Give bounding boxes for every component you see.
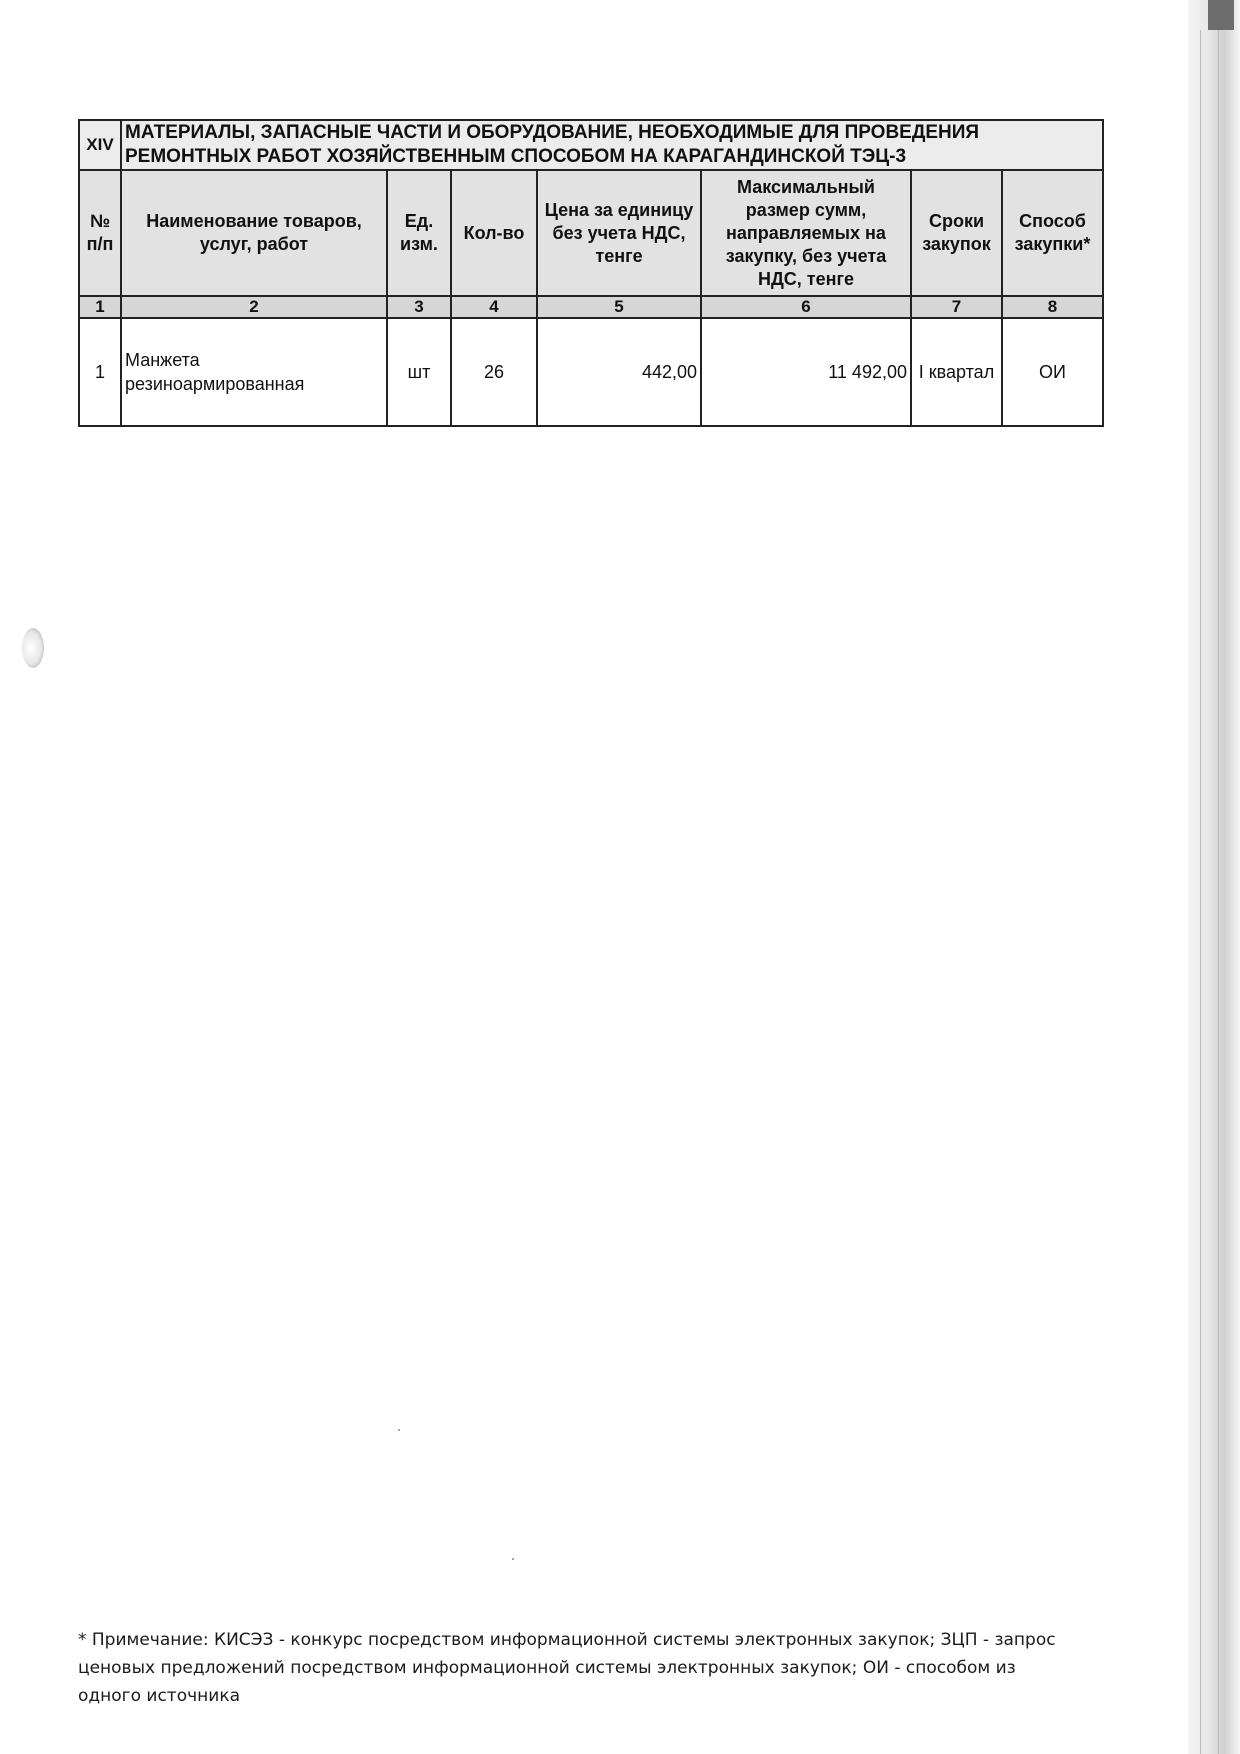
column-header-period: Сроки закупок (911, 170, 1002, 296)
column-header-method: Способ закупки* (1002, 170, 1103, 296)
section-header-row (79, 120, 1103, 170)
column-header-name: Наименование товаров, услуг, работ (121, 170, 387, 296)
scan-shadow (1208, 0, 1234, 30)
item-unit: шт (387, 318, 451, 426)
column-number: 1 (79, 296, 121, 318)
page-edge-line (1218, 30, 1219, 1754)
item-method: ОИ (1002, 318, 1103, 426)
item-max-sum: 11 492,00 (701, 318, 911, 426)
row-number: 1 (79, 318, 121, 426)
item-name: Манжета резиноармированная (121, 318, 387, 426)
column-header-no: № п/п (79, 170, 121, 296)
column-number: 5 (537, 296, 701, 318)
scan-speck (398, 1429, 400, 1431)
column-number-row (79, 296, 1103, 318)
column-number: 2 (121, 296, 387, 318)
column-header-row (79, 170, 1103, 296)
item-quantity: 26 (451, 318, 537, 426)
scanned-page-edge (1188, 0, 1240, 1754)
column-number: 7 (911, 296, 1002, 318)
procurement-table (78, 119, 1104, 427)
table-row (79, 318, 1103, 426)
column-header-unit-price: Цена за единицу без учета НДС, тенге (537, 170, 701, 296)
item-period: I квартал (911, 318, 1002, 426)
footnote: * Примечание: КИСЭЗ - конкурс посредством информационной системы электронных закупок; ЗЦП - запрос ценовых предложений посредством информационной системы электронных закупок; ОИ - способом из одного источника (78, 1630, 1056, 1706)
item-unit-price: 442,00 (537, 318, 701, 426)
column-header-unit: Ед. изм. (387, 170, 451, 296)
column-number: 6 (701, 296, 911, 318)
column-number: 3 (387, 296, 451, 318)
section-title: МАТЕРИАЛЫ, ЗАПАСНЫЕ ЧАСТИ И ОБОРУДОВАНИЕ, НЕОБХОДИМЫЕ ДЛЯ ПРОВЕДЕНИЯ РЕМОНТНЫХ РАБОТ ХОЗЯЙСТВЕННЫМ СПОСОБОМ НА КАРАГАНДИНСКОЙ ТЭЦ-3 (121, 120, 1103, 170)
section-number: XIV (79, 120, 121, 170)
column-number: 8 (1002, 296, 1103, 318)
punch-hole (22, 628, 44, 668)
column-number: 4 (451, 296, 537, 318)
column-header-max-sum: Максимальный размер сумм, направляемых на закупку, без учета НДС, тенге (701, 170, 911, 296)
page-edge-line (1200, 30, 1201, 1754)
column-header-qty: Кол-во (451, 170, 537, 296)
scan-speck (512, 1558, 514, 1560)
